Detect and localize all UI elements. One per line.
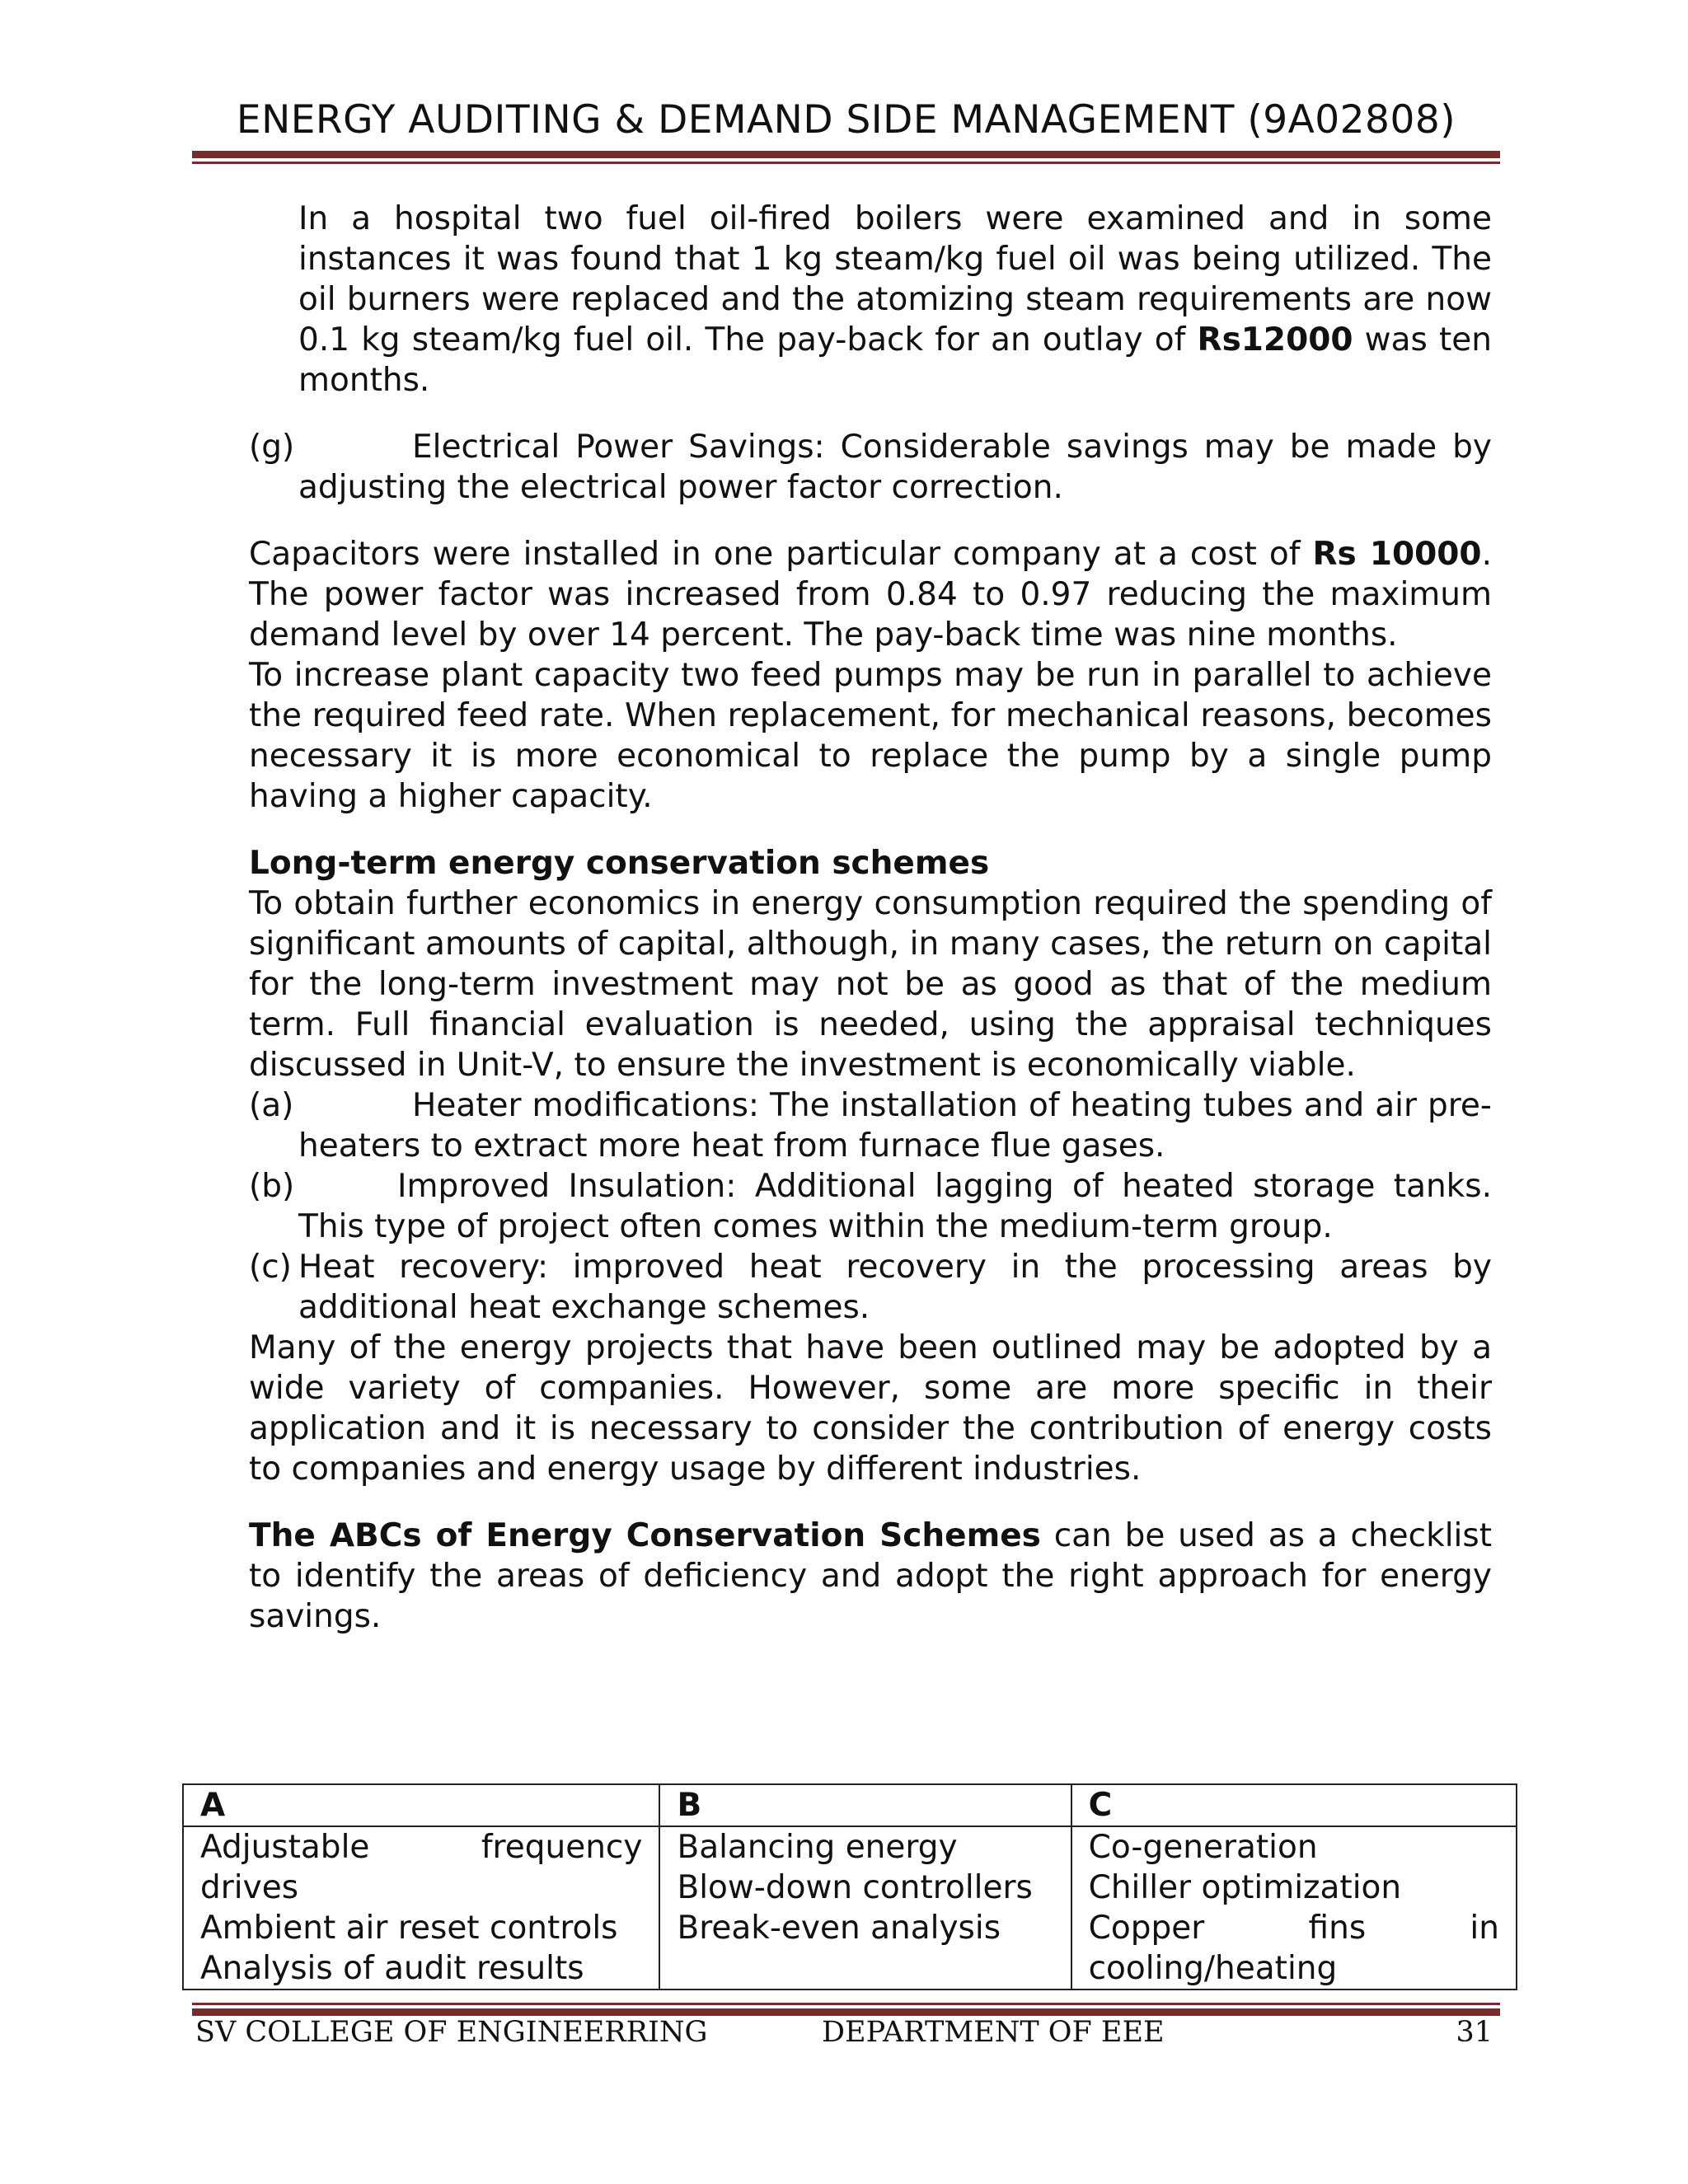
abc-table [182,1783,1517,1990]
paragraph-feed-pumps: To increase plant capacity two feed pumps may be run in parallel to achieve the required feed rate. When replacement, for mechanical reasons, becomes necessary it is more economical to replace the pump by a single pump having a higher capacity. [249,657,1492,815]
list-label: (b) [249,1168,295,1205]
footer-college: SV COLLEGE OF ENGINEERRING [195,2016,708,2049]
paragraph-capacitors: Capacitors were installed in one particular company at a cost of Rs 10000. The power factor was increased from 0.84 to 0.97 reducing the maximum demand level by over 14 percent. The pay-back time was nine months. [249,536,1492,654]
table-cell-line: Balancing energy [677,1829,958,1866]
section-heading: Long-term energy conservation schemes [249,845,990,882]
list-label: (c) [249,1249,292,1286]
page-header-title: ENERGY AUDITING & DEMAND SIDE MANAGEMENT (9A02808) [236,97,1456,143]
table-header-cell: A [183,1784,659,1826]
table-cell-line: Blow-down controllers [677,1869,1033,1906]
table-cell-c [1071,1826,1517,1990]
list-item-g: (g) Electrical Power Savings: Considerable savings may be made by adjusting the electrical power factor correction. [249,429,1492,506]
footer-department: DEPARTMENT OF EEE [822,2016,1165,2049]
table-cell-line: Chiller optimization [1088,1869,1402,1906]
footer-rule-thin [192,2003,1500,2005]
table-cell-a [183,1826,659,1990]
table-header-row [183,1784,1517,1826]
list-item-b: (b) Improved Insulation: Additional lagging of heated storage tanks. This type of project often comes within the medium-term group. [249,1168,1492,1245]
page-body [249,199,1492,1637]
bold-amount: Rs 10000 [1312,536,1482,573]
table-cell-line: Ambient air reset controls [200,1910,618,1947]
table-cell-line: Adjustable frequency drives [200,1829,643,1906]
table-cell-line: Analysis of audit results [200,1950,584,1987]
table-cell-b [659,1826,1071,1990]
table-cell-line: Break-even analysis [677,1910,1001,1947]
table-cell-line: Co-generation [1088,1829,1318,1866]
table-header-cell: C [1071,1784,1517,1826]
table-row [183,1826,1517,1990]
paragraph-abcs: The ABCs of Energy Conservation Schemes can be used as a checklist to identify the areas of deficiency and adopt the right approach for energy savings. [249,1517,1492,1635]
list-label: (a) [249,1087,294,1124]
paragraph-long-term: To obtain further economics in energy consumption required the spending of significant amounts of capital, although, in many cases, the return on capital for the long-term investment may not be as good as that of the medium term. Full financial evaluation is needed, using the appraisal techniques discussed in Unit-V, to ensure the investment is economically viable. [249,885,1492,1084]
paragraph-hospital-boilers: In a hospital two fuel oil-fired boilers were examined and in some instances it was found that 1 kg steam/kg fuel oil was being utilized. The oil burners were replaced and the atomizing steam requirements are now 0.1 kg steam/kg fuel oil. The pay-back for an outlay of Rs12000 was ten months. [298,200,1492,399]
list-item-a: (a) Heater modifications: The installation of heating tubes and air pre-heaters to extract more heat from furnace flue gases. [249,1087,1492,1165]
bold-amount: Rs12000 [1197,321,1353,359]
footer-page-number: 31 [1456,2016,1493,2049]
list-label: (g) [249,429,295,466]
footer-rule-thick [192,2008,1500,2016]
header-rule-thick [192,151,1500,158]
list-item-c: (c) Heat recovery: improved heat recovery in the processing areas by additional heat exchange schemes. [249,1249,1492,1326]
header-rule-thin [192,162,1500,164]
paragraph-energy-projects: Many of the energy projects that have been outlined may be adopted by a wide variety of companies. However, some are more specific in their application and it is necessary to consider the contribution of energy costs to companies and energy usage by different industries. [249,1329,1492,1488]
table-cell-line: Copper fins in cooling/heating [1088,1910,1499,1987]
table-header-cell: B [659,1784,1071,1826]
